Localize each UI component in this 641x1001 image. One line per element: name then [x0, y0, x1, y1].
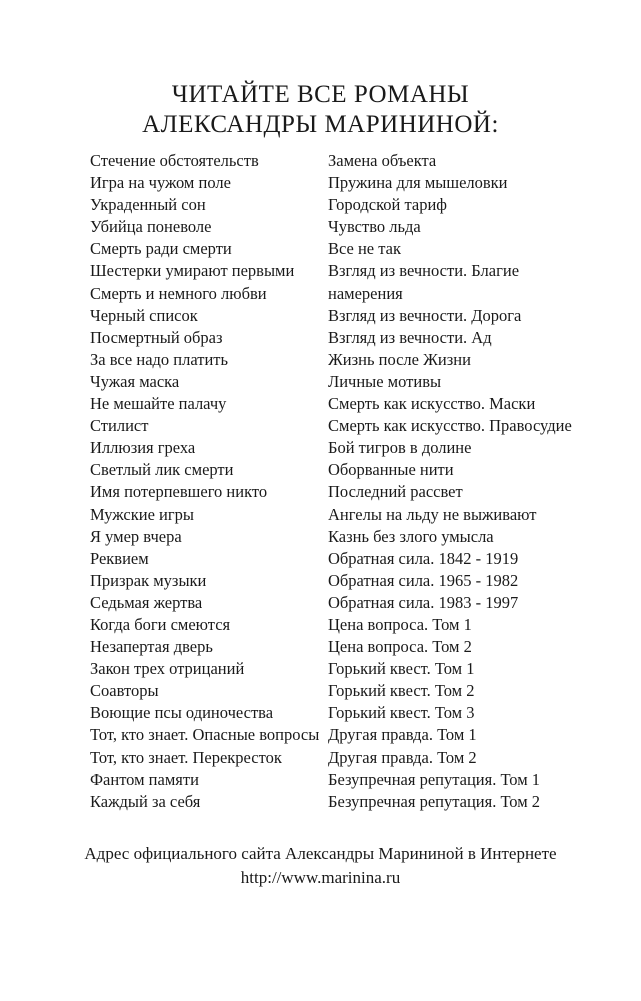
book-title-item: Бой тигров в долине: [328, 438, 472, 458]
book-title-item: Незапертая дверь: [90, 637, 213, 657]
book-title-item: Стечение обстоятельств: [90, 151, 259, 170]
book-title-item: Реквием: [90, 548, 149, 568]
book-title-item: Казнь без злого умысла: [328, 526, 494, 546]
book-title-item: Другая правда. Том 2: [328, 747, 477, 767]
book-title-item: Пружина для мышеловки: [328, 173, 508, 193]
book-title-item: Когда боги смеются: [90, 614, 231, 634]
book-title-item: Безупречная репутация. Том 2: [328, 791, 541, 811]
book-list-left-column: [90, 150, 320, 813]
book-title-item: Смерть как искусство. Маски: [328, 394, 536, 414]
book-title-item: Фантом памяти: [90, 769, 199, 789]
book-title-item: Каждый за себя: [90, 791, 201, 811]
book-title-item: Имя потерпевшего никто: [90, 482, 268, 502]
book-title-item: Жизнь после Жизни: [328, 349, 471, 369]
book-title-item: За все надо платить: [90, 349, 229, 369]
book-title-item: Тот, кто знает. Опасные вопросы: [90, 725, 320, 745]
book-title-item: Черный список: [90, 305, 198, 325]
book-title-item: Соавторы: [90, 681, 159, 701]
book-title-item: Не мешайте палачу: [90, 394, 227, 414]
book-title-item: Смерть ради смерти: [90, 239, 232, 259]
book-title-item: Взгляд из вечности. Дорога: [328, 305, 522, 325]
book-title-item: Оборванные нити: [328, 460, 454, 480]
book-title-item: Тот, кто знает. Перекресток: [90, 747, 282, 767]
book-title-item: намерения: [328, 283, 403, 303]
page-title-line-1: ЧИТАЙТЕ ВСЕ РОМАНЫ: [171, 81, 470, 108]
book-title-item: Закон трех отрицаний: [90, 659, 245, 679]
book-title-item: Цена вопроса. Том 1: [328, 614, 472, 634]
book-title-item: Седьмая жертва: [90, 592, 203, 612]
page-title-line-2: АЛЕКСАНДРЫ МАРИНИНОЙ:: [142, 111, 499, 138]
book-title-item: Я умер вчера: [90, 526, 182, 546]
book-title-item: Взгляд из вечности. Ад: [328, 327, 492, 347]
book-title-item: Личные мотивы: [328, 371, 442, 391]
book-title-item: Стилист: [90, 416, 149, 436]
book-title-item: Замена объекта: [328, 151, 437, 170]
website-caption: Адрес официального сайта Александры Марининой в Интернете: [84, 844, 557, 863]
book-title-item: Обратная сила. 1983 - 1997: [328, 592, 519, 612]
website-url: http://www.marinina.ru: [240, 868, 401, 887]
book-title-item: Посмертный образ: [90, 327, 223, 347]
book-title-item: Смерть как искусство. Правосудие: [328, 416, 572, 436]
book-title-item: Горький квест. Том 2: [328, 681, 475, 701]
book-title-item: Городской тариф: [328, 195, 447, 215]
book-title-item: Светлый лик смерти: [90, 460, 234, 480]
book-title-item: Другая правда. Том 1: [328, 725, 477, 745]
book-title-item: Чувство льда: [328, 217, 421, 237]
book-title-item: Игра на чужом поле: [90, 173, 231, 193]
book-title-item: Последний рассвет: [328, 482, 463, 502]
book-title-item: Взгляд из вечности. Благие: [328, 261, 520, 281]
book-title-item: Обратная сила. 1842 - 1919: [328, 548, 519, 568]
book-title-item: Украденный сон: [90, 195, 206, 215]
book-title-item: Обратная сила. 1965 - 1982: [328, 570, 519, 590]
book-title-item: Горький квест. Том 3: [328, 703, 475, 723]
book-title-item: Шестерки умирают первыми: [90, 261, 295, 281]
book-title-item: Горький квест. Том 1: [328, 659, 475, 679]
book-title-item: Ангелы на льду не выживают: [328, 504, 537, 524]
book-title-item: Воющие псы одиночества: [90, 703, 274, 723]
book-title-item: Чужая маска: [90, 371, 180, 391]
book-title-item: Смерть и немного любви: [90, 283, 267, 303]
book-list-right-column: [328, 150, 588, 813]
book-title-item: Безупречная репутация. Том 1: [328, 769, 541, 789]
book-title-item: Мужские игры: [90, 504, 194, 524]
book-title-item: Все не так: [328, 239, 402, 259]
book-title-item: Иллюзия греха: [90, 438, 196, 458]
book-title-item: Призрак музыки: [90, 570, 207, 590]
book-title-item: Цена вопроса. Том 2: [328, 637, 472, 657]
book-title-item: Убийца поневоле: [90, 217, 212, 237]
